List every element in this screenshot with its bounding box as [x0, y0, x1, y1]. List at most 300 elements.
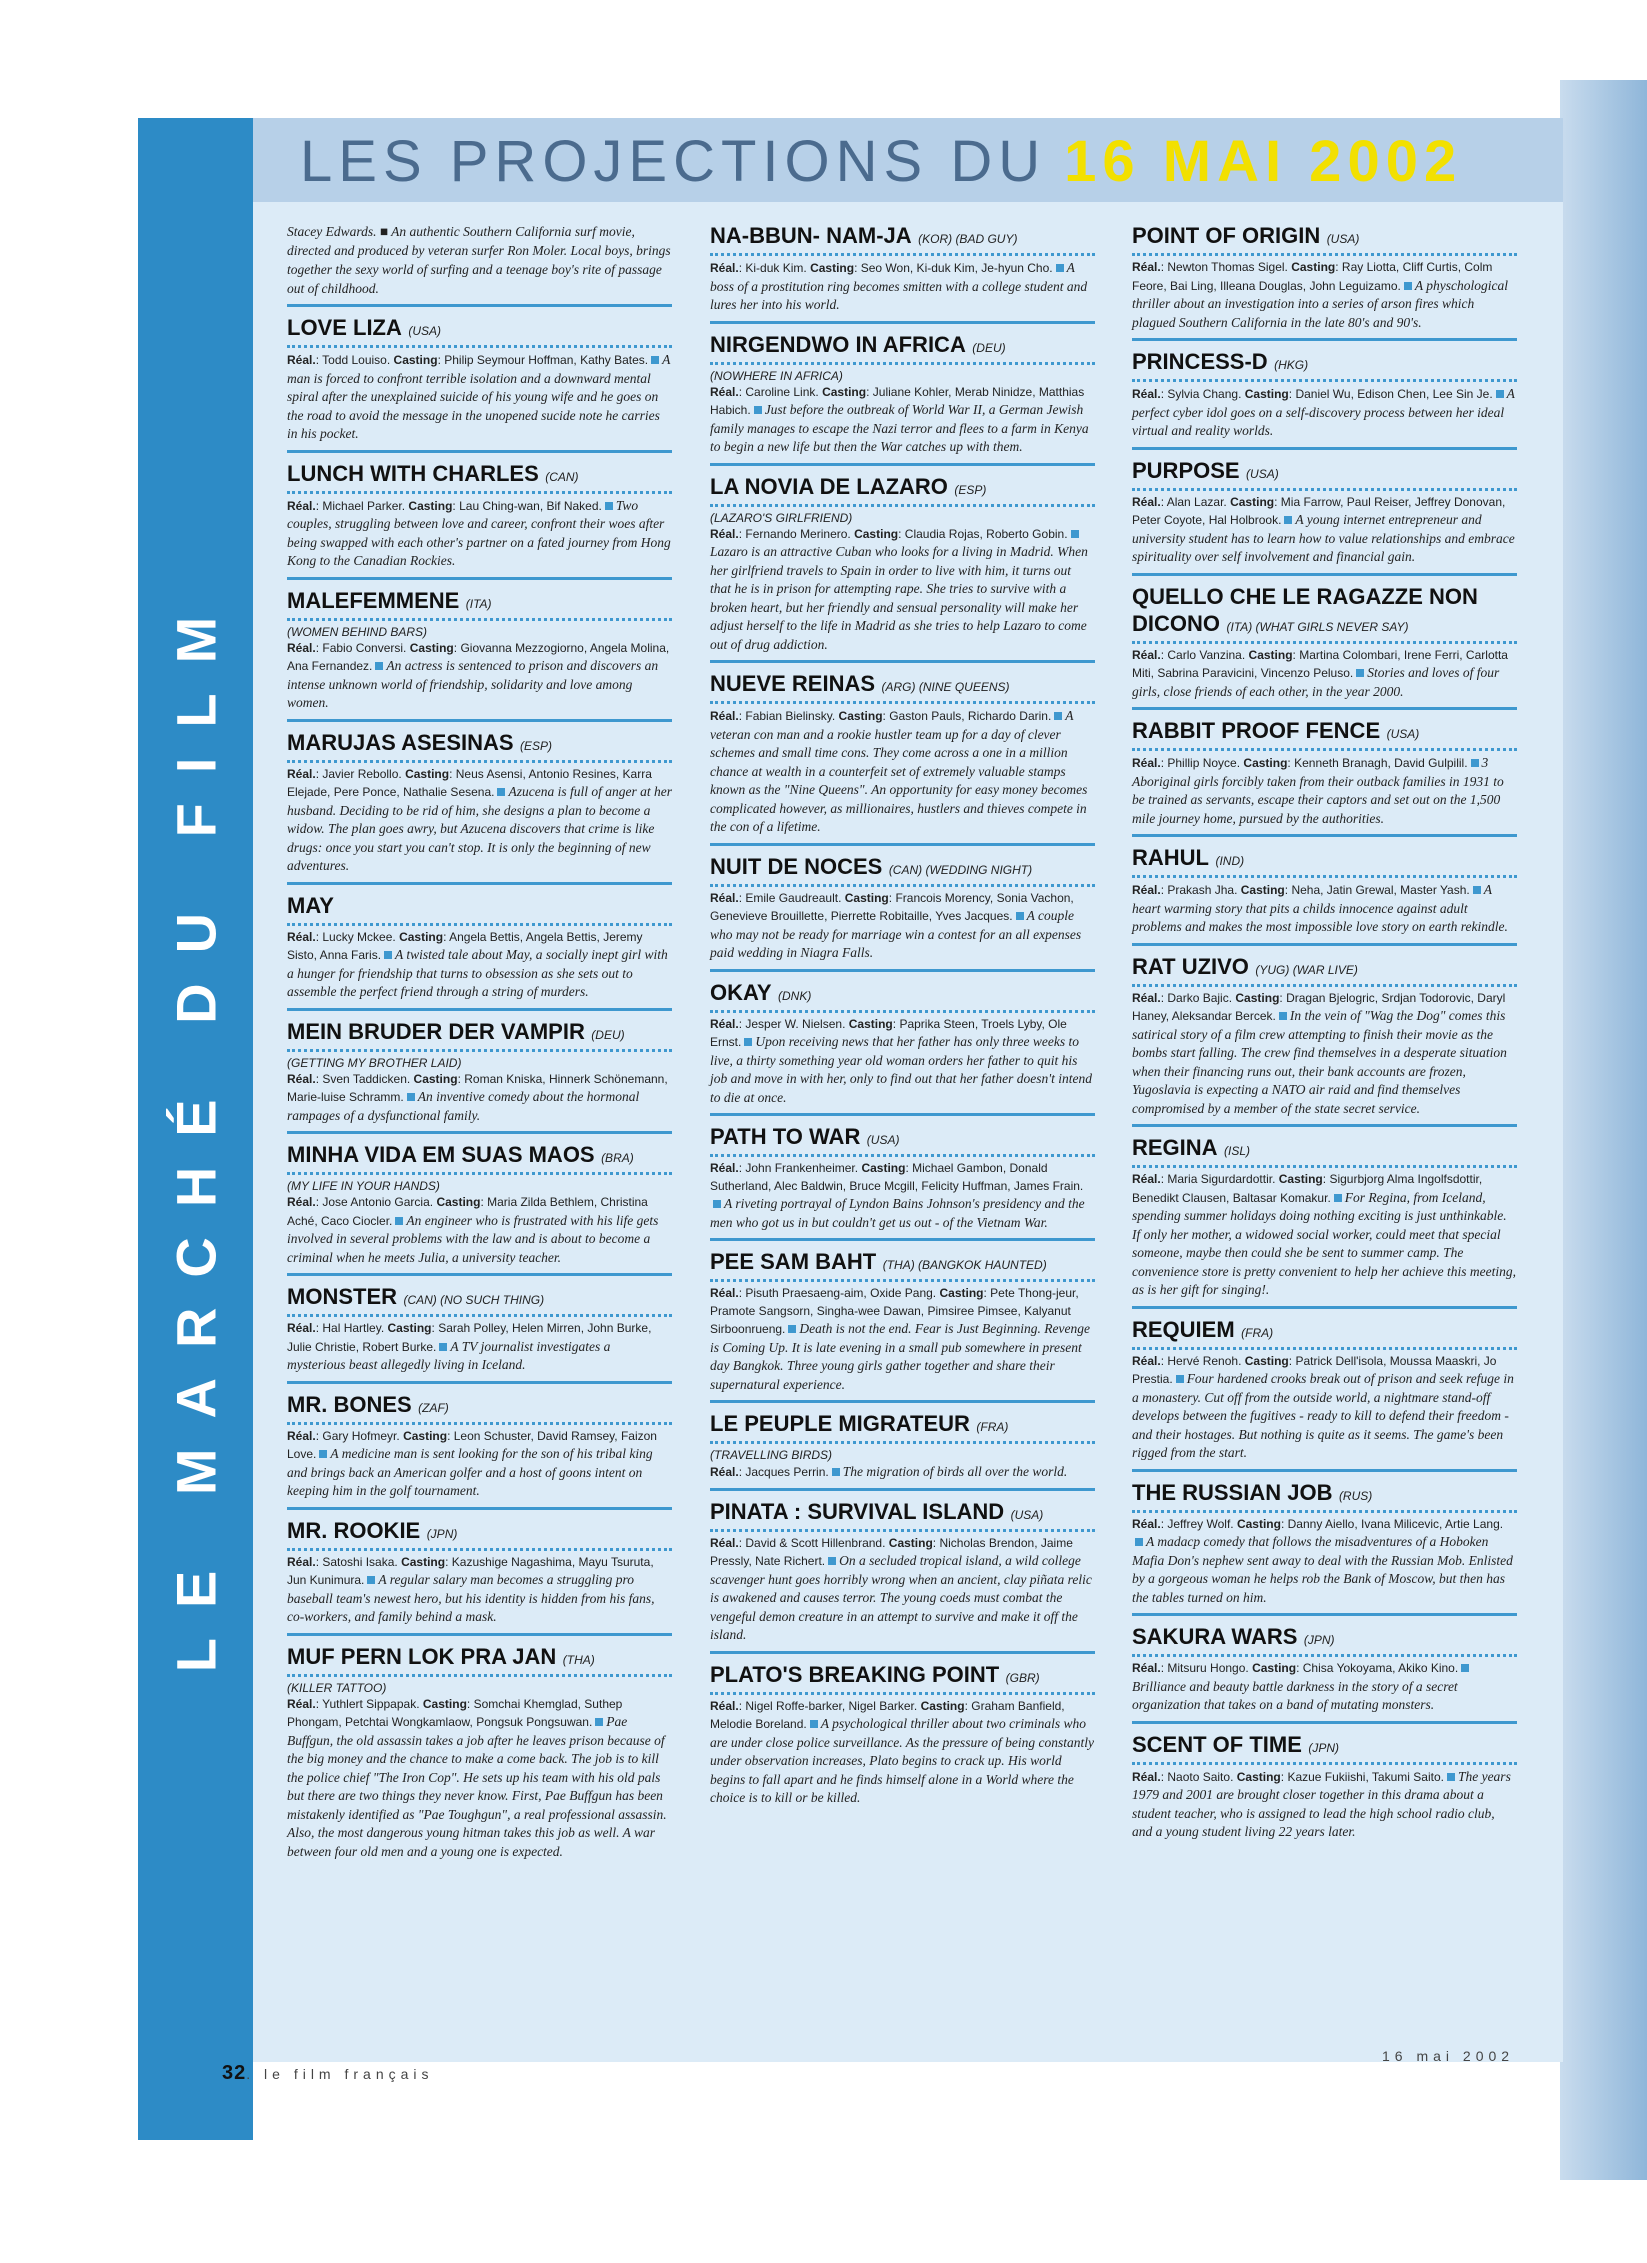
film-title: MINHA VIDA EM SUAS MAOS	[287, 1142, 595, 1167]
film-cast: Chisa Yokoyama, Akiko Kino.	[1302, 1661, 1459, 1675]
dotted-divider	[1132, 1510, 1517, 1513]
film-synopsis: A veteran con man and a rookie hustler team up for a day of clever schemes and small time cons. They come across a one in a million chance at wealth in a counterfeit set of extremely valuable stamps known as the "Nine Queens". An opportunity for easy money becomes complicated however, as millionaires, hustlers and thieves compete in the con of a lifetime.	[710, 708, 1088, 834]
film-cast: Danny Aiello, Ivana Milicevic, Artie Lang.	[1287, 1516, 1504, 1531]
film-title-row	[710, 224, 1095, 251]
casting-label: Casting	[436, 1195, 481, 1209]
film-credits: Réal.: Emile Gaudreault. Casting: Francois Morency, Sonia Vachon, Genevieve Brouillette, Pierrette Robitaille, Yves Jacques. A couple who may not be ready for marriage win a contest for an all expenses paid wedding in Niagra Falls.	[710, 890, 1082, 960]
dotted-divider	[1132, 488, 1517, 491]
film-cast: Kenneth Branagh, David Gulpilil.	[1294, 756, 1468, 770]
film-synopsis: A medicine man is sent looking for the son of his tribal king and brings back an American golfer and a host of goons intent on keeping him in the golf tournament.	[287, 1446, 653, 1498]
film-title: MONSTER	[287, 1284, 397, 1309]
film-cast: Graham Banfield, Melodie Boreland.	[710, 1698, 1065, 1731]
film-credits: Réal.: Naoto Saito. Casting: Kazue Fukiishi, Takumi Saito. The years 1979 and 2001 are brought closer together in this drama about a student teacher, who is assigned to lead the high school radio club, and a young student living 22 years later.	[1132, 1768, 1511, 1839]
film-title-row	[287, 1519, 672, 1546]
casting-label: Casting	[939, 1286, 984, 1300]
bullet-square-icon	[1496, 390, 1504, 398]
film-cast: Maria Zilda Bethlem, Christina Aché, Caco Ciocler.	[287, 1195, 648, 1228]
casting-label: Casting	[822, 384, 867, 399]
film-country: (ARG) (NINE QUEENS)	[881, 680, 1010, 694]
film-title: PLATO'S BREAKING POINT	[710, 1661, 1000, 1687]
bullet-square-icon	[407, 1093, 415, 1101]
casting-label: Casting	[1252, 1661, 1297, 1675]
film-cast: Claudia Rojas, Roberto Gobin.	[904, 526, 1068, 541]
film-title: THE RUSSIAN JOB	[1132, 1479, 1333, 1505]
bullet-square-icon	[1447, 1773, 1455, 1781]
dotted-divider	[1132, 984, 1517, 987]
page-title-text: LES PROJECTIONS DU	[300, 129, 1047, 194]
dotted-divider	[710, 1154, 1095, 1157]
film-director: Sven Taddicken.	[322, 1071, 411, 1086]
film-title: RABBIT PROOF FENCE	[1132, 718, 1381, 743]
film-title: PINATA : SURVIVAL ISLAND	[710, 1498, 1005, 1524]
bullet-square-icon	[1471, 759, 1479, 767]
film-credits: Réal.: Phillip Noyce. Casting: Kenneth Branagh, David Gulpilil. 3 Aboriginal girls forcibly taken from their outback families in 1931 to be trained as servants, escape their captors and set out on the 1,500 mile journey home, pursued by the authorities.	[1132, 755, 1504, 826]
dotted-divider	[710, 362, 1095, 365]
film-cast: Neus Asensi, Antonio Resines, Karra Elejade, Pere Ponce, Nathalie Sesena.	[287, 766, 652, 799]
film-director: Darko Bajic.	[1167, 990, 1233, 1005]
film-credits: Réal.: Carlo Vanzina. Casting: Martina Colombari, Irene Ferri, Carlotta Miti, Sabrina Paravicini, Vincenzo Peluso. Stories and loves of four girls, close friends of each other, in the year 2000.	[1132, 647, 1508, 699]
film-synopsis: Lazaro is an attractive Cuban who looks for a living in Madrid. When her girlfriend travels to Spain in order to live with him, it turns out that he is in prison for attempting rape. She tries to survive with a broken heart, but her friendly and sensual personality will make her adjust herself to the life in Madrid as she tries to help Lazaro to come out of drug addiction.	[710, 544, 1088, 652]
film-director: Hal Hartley.	[322, 1321, 385, 1335]
casting-label: Casting	[1236, 1516, 1281, 1531]
director-label: Réal.	[710, 526, 739, 541]
film-synopsis: Four hardened crooks break out of prison and seek refuge in a monastery. Cut off from the outside world, a nightmare stand-off develops between the fugitives - ready to kill to defend their freedom - and their hostages. But nothing is quite as it seems. The game's been rigged from the start.	[1132, 1371, 1514, 1460]
director-label: Réal.	[287, 1554, 316, 1569]
film-director: Jeffrey Wolf.	[1167, 1516, 1234, 1531]
film-title-row	[1132, 585, 1517, 639]
bullet-square-icon	[384, 951, 392, 959]
film-cast: Paprika Steen, Troels Lyby, Ole Ernst.	[710, 1016, 1067, 1049]
film-title: MARUJAS ASESINAS	[287, 729, 514, 755]
director-label: Réal.	[710, 1016, 739, 1031]
dotted-divider	[710, 1529, 1095, 1532]
film-director: Jesper W. Nielsen.	[745, 1016, 846, 1031]
bullet-square-icon	[810, 1720, 818, 1728]
film-cast: Seo Won, Ki-duk Kim, Je-hyun Cho.	[860, 261, 1053, 275]
bullet-square-icon	[1279, 1012, 1287, 1020]
film-english-title: (WOMEN BEHIND BARS)	[287, 624, 428, 639]
film-entry	[1132, 955, 1517, 1128]
film-country: (ESP)	[954, 482, 987, 497]
film-country: (FRA)	[1241, 1325, 1274, 1340]
dotted-divider	[1132, 748, 1517, 751]
film-title-row	[287, 316, 672, 343]
director-label: Réal.	[710, 1465, 739, 1479]
film-entry	[1132, 585, 1517, 711]
director-label: Réal.	[287, 1428, 316, 1443]
film-credits: Réal.: Satoshi Isaka. Casting: Kazushige Nagashima, Mayu Tsuruta, Jun Kunimura. A regular salary man becomes a struggling pro baseball team's newest hero, but his identity is hidden from his fans, co-workers, and family behind a mask.	[287, 1554, 655, 1624]
film-synopsis: The years 1979 and 2001 are brought closer together in this drama about a student teacher, who is assigned to lead the high school radio club, and a young student living 22 years later.	[1132, 1768, 1511, 1839]
film-entry	[1132, 1318, 1517, 1472]
film-synopsis: Stories and loves of four girls, close friends of each other, in the year 2000.	[1132, 665, 1500, 699]
film-country: (DNK)	[778, 988, 812, 1003]
film-cast: Mia Farrow, Paul Reiser, Jeffrey Donovan, Peter Coyote, Hal Holbrook.	[1132, 494, 1506, 527]
film-synopsis: A riveting portrayal of Lyndon Bains Johnson's presidency and the men who got us in but couldn't get us out - of the Vietnam War.	[710, 1196, 1085, 1230]
film-title: SAKURA WARS	[1132, 1624, 1298, 1649]
film-title: MR. ROOKIE	[287, 1517, 421, 1543]
film-credits: Réal.: Michael Parker. Casting: Lau Ching-wan, Bif Naked. Two couples, struggling between love and career, confront their woes after being swapped with each other's partner on a fated journey from Hong Kong to the Canadian Rockies.	[287, 497, 671, 568]
film-synopsis: A physchological thriller about an investigation into a series of arson fires which plagued Southern California in the late 80's and 90's.	[1132, 277, 1508, 330]
director-label: Réal.	[1132, 260, 1161, 274]
director-label: Réal.	[1132, 1769, 1161, 1784]
casting-label: Casting	[408, 498, 453, 513]
film-cast: Ray Liotta, Cliff Curtis, Colm Feore, Bai Ling, Illeana Douglas, John Leguizamo.	[1132, 260, 1493, 293]
film-credits: Réal.: Mitsuru Hongo. Casting: Chisa Yokoyama, Akiko Kino.Brilliance and beauty battle darkness in the story of a secret organization that takes on a band of mutating monsters.	[1132, 1660, 1517, 1715]
film-cast: Gaston Pauls, Richardo Darin.	[889, 709, 1052, 723]
casting-label: Casting	[810, 261, 855, 275]
bullet-square-icon	[713, 1200, 721, 1208]
director-label: Réal.	[287, 1195, 316, 1209]
film-english-title: (NOWHERE IN AFRICA)	[710, 368, 843, 383]
bullet-square-icon	[828, 1557, 836, 1565]
film-title-row	[710, 1663, 1095, 1690]
film-title-row	[287, 894, 672, 921]
film-credits: Réal.: Pisuth Praesaeng-aim, Oxide Pang. Casting: Pete Thong-jeur, Pramote Sangsorn, Singha-wee Dawan, Pimsiree Pimsee, Kalyanut Sirboonrueng. Death is not the end. Fear is Just Beginning. Revenge is Coming Up. It is late evening in a small pub somewhere in present day Bangkok. Three young girls gather together and share their supernatural experience.	[710, 1286, 1090, 1392]
film-director: Jose Antonio Garcia.	[322, 1195, 434, 1209]
film-credits: Réal.: Javier Rebollo. Casting: Neus Asensi, Antonio Resines, Karra Elejade, Pere Ponce, Nathalie Sesena. Azucena is full of anger at her husband. Deciding to be rid of him, she designs a plan to become a widow. The plan goes awry, but Azucena discovers that crime is like drugs: once you start you can't stop. It is only the beginning of new adventures.	[287, 766, 672, 873]
film-country: (IND)	[1215, 854, 1245, 868]
film-entry	[287, 731, 672, 885]
column-2	[710, 222, 1095, 1823]
director-label: Réal.	[1132, 990, 1161, 1005]
film-country: (THA)	[562, 1652, 595, 1667]
film-entry	[1132, 1136, 1517, 1309]
film-title: MEIN BRUDER DER VAMPIR	[287, 1018, 585, 1044]
film-entry	[710, 224, 1095, 324]
film-country: (USA)	[866, 1133, 900, 1147]
film-entry	[1132, 846, 1517, 946]
film-entry	[710, 1250, 1095, 1403]
film-title-row	[287, 1020, 672, 1047]
film-title-row	[710, 855, 1095, 882]
film-country: (USA)	[1386, 727, 1420, 741]
film-synopsis: A regular salary man becomes a struggling pro baseball team's newest hero, but his identity is hidden from his fans, co-workers, and family behind a mask.	[287, 1572, 655, 1624]
intro-text: Stacey Edwards. ■ An authentic Southern California surf movie, directed and produced by veteran surfer Ron Moler. Local boys, brings together the sexy world of surfing and a teenage boy's rite of passage out of childhood.	[287, 224, 671, 296]
film-entry	[710, 855, 1095, 972]
film-director: Gary Hofmeyr.	[322, 1428, 400, 1443]
film-synopsis: Two couples, struggling between love and career, confront their woes after being swapped with each other's partner on a fated journey from Hong Kong to the Canadian Rockies.	[287, 497, 671, 568]
bullet-square-icon	[319, 1450, 327, 1458]
director-label: Réal.	[287, 353, 316, 367]
bullet-square-icon	[1284, 516, 1292, 524]
film-title: LA NOVIA DE LAZARO	[710, 473, 948, 499]
film-cast: Martina Colombari, Irene Ferri, Carlotta Miti, Sabrina Paravicini, Vincenzo Peluso.	[1132, 647, 1508, 680]
director-label: Réal.	[1132, 756, 1161, 770]
sidebar-title: LE MARCHÉ DU FILM	[164, 586, 228, 1672]
film-cast: Angela Bettis, Angela Bettis, Jeremy Sisto, Anna Faris.	[287, 929, 643, 962]
film-cast: Dragan Bjelogric, Srdjan Todorovic, Daryl Haney, Aleksandar Bercek.	[1132, 990, 1506, 1023]
film-credits: Réal.: Sven Taddicken. Casting: Roman Kniska, Hinnerk Schönemann, Marie-luise Schramm. An inventive comedy about the hormonal rampages of a dysfunctional family.	[287, 1071, 668, 1123]
casting-label: Casting	[1248, 647, 1293, 662]
casting-label: Casting	[399, 929, 444, 944]
film-entry	[287, 316, 672, 453]
dotted-divider	[287, 618, 672, 621]
film-title: PEE SAM BAHT	[710, 1249, 877, 1274]
director-label: Réal.	[710, 1535, 739, 1550]
bullet-square-icon	[395, 1217, 403, 1225]
film-credits: Réal.: Lucky Mckee. Casting: Angela Bettis, Angela Bettis, Jeremy Sisto, Anna Faris. A twisted tale about May, a socially inept girl with a hunger for friendship that turns to obsession as she sets out to assemble the perfect friend through a string of murders.	[287, 929, 668, 999]
bullet-square-icon	[1404, 282, 1412, 290]
bullet-square-icon	[595, 1718, 603, 1726]
director-label: Réal.	[287, 766, 316, 781]
publication-name: . le film français	[246, 2066, 434, 2082]
film-title-row	[710, 981, 1095, 1008]
casting-label: Casting	[1244, 1353, 1289, 1368]
film-synopsis: Upon receiving news that her father has only three weeks to live, a thirty something year old woman orders her father to quit his job and move in with her, only to find out that her father doesn't intend to die at once.	[710, 1034, 1092, 1105]
film-director: Fabio Conversi.	[322, 640, 407, 655]
film-director: Newton Thomas Sigel.	[1167, 260, 1288, 274]
film-credits: Réal.: Jacques Perrin. The migration of birds all over the world.	[710, 1464, 1068, 1479]
dotted-divider	[1132, 641, 1517, 644]
film-entry	[1132, 224, 1517, 341]
director-label: Réal.	[710, 384, 739, 399]
film-director: Fernando Merinero.	[745, 526, 851, 541]
bullet-square-icon	[754, 406, 762, 414]
dotted-divider	[287, 345, 672, 348]
film-cast: Lau Ching-wan, Bif Naked.	[459, 498, 602, 513]
bullet-square-icon	[1016, 912, 1024, 920]
film-director: Fabian Bielinsky.	[745, 709, 836, 723]
director-label: Réal.	[1132, 1172, 1161, 1186]
film-title: NA-BBUN- NAM-JA	[710, 223, 912, 248]
film-director: Maria Sigurdardottir.	[1167, 1172, 1276, 1186]
film-synopsis: A psychological thriller about two criminals who are under close police surveillance. As the pressure of being constantly under observation increases, Plato begins to crack up. His world begins to fall apart and he finds himself alone in a World where the choice is to kill or be killed.	[710, 1716, 1095, 1805]
film-country: (USA)	[1010, 1507, 1044, 1522]
dotted-divider	[1132, 1654, 1517, 1657]
film-country: (GBR)	[1005, 1670, 1040, 1685]
film-cast: Kazue Fukiishi, Takumi Saito.	[1287, 1769, 1444, 1784]
film-synopsis: A TV journalist investigates a mysterious beast allegedly living in Iceland.	[287, 1338, 611, 1372]
casting-label: Casting	[1230, 494, 1275, 509]
film-director: Emile Gaudreault.	[745, 890, 842, 905]
film-cast: Sarah Polley, Helen Mirren, John Burke, Julie Christie, Robert Burke.	[287, 1321, 652, 1354]
director-label: Réal.	[1132, 494, 1161, 509]
director-label: Réal.	[1132, 1516, 1161, 1531]
film-title-row	[1132, 719, 1517, 746]
casting-label: Casting	[1236, 1769, 1281, 1784]
casting-label: Casting	[888, 1535, 933, 1550]
casting-label: Casting	[401, 1554, 446, 1569]
film-entry	[287, 894, 672, 1011]
dotted-divider	[287, 1172, 672, 1175]
film-credits: Réal.: Prakash Jha. Casting: Neha, Jatin Grewal, Master Yash. A heart warming story that pits a childs innocence against adult problems and makes the most impossible love story on earth rekindle.	[1132, 882, 1508, 934]
film-credits: Réal.: Fernando Merinero. Casting: Claudia Rojas, Roberto Gobin.Lazaro is an attractive Cuban who looks for a living in Madrid. When her girlfriend travels to Spain in order to live with him, it turns out that he is in prison for attempting rape. She tries to survive with a broken heart, but her friendly and sensual personality will make her adjust herself to the life in Madrid as she tries to help Lazaro to come out of drug addiction.	[710, 526, 1088, 652]
director-label: Réal.	[287, 498, 316, 513]
film-entry	[287, 1645, 672, 1868]
film-director: Todd Louiso.	[322, 353, 391, 367]
film-english-title: (GETTING MY BROTHER LAID)	[287, 1055, 462, 1070]
casting-label: Casting	[403, 1428, 448, 1443]
film-synopsis: The migration of birds all over the world.	[842, 1464, 1068, 1479]
dotted-divider	[287, 1049, 672, 1052]
film-entry	[710, 1500, 1095, 1654]
footer-date: 16 mai 2002	[1382, 2048, 1515, 2064]
film-cast: Roman Kniska, Hinnerk Schönemann, Marie-luise Schramm.	[287, 1071, 668, 1104]
film-country: (HKG)	[1274, 358, 1309, 372]
film-entry	[287, 1393, 672, 1510]
film-credits: Réal.: Jeffrey Wolf. Casting: Danny Aiello, Ivana Milicevic, Artie Lang.A madacp comedy that follows the misadventures of a Hoboken Mafia Don's nephew sent away to deal with the Russian Mob. Enlisted by a gorgeous woman he helps rob the Bank of Moscow, but then has the tables turned on him.	[1132, 1516, 1513, 1605]
bullet-square-icon	[1334, 1194, 1342, 1202]
film-title-row	[1132, 224, 1517, 251]
film-title: SCENT OF TIME	[1132, 1731, 1302, 1757]
film-title: PRINCESS-D	[1132, 349, 1268, 374]
film-synopsis: A man is forced to confront terrible isolation and a downward mental spiral after the unexplained suicide of his young wife and he goes on the road to avoid the message in the unopened sucide note he carries in his pocket.	[287, 352, 671, 441]
casting-label: Casting	[1244, 387, 1289, 401]
casting-label: Casting	[1278, 1172, 1323, 1186]
film-credits: Réal.: David & Scott Hillenbrand. Casting: Nicholas Brendon, Jaime Pressly, Nate Richert. On a secluded tropical island, a wild college scavenger hunt goes horribly wrong when an ancient, clay piñata relic is awakened and causes terror. The young coeds must combat the vengeful demon creature in an attempt to survive and make it off the island.	[710, 1535, 1092, 1642]
film-english-title: (LAZARO'S GIRLFRIEND)	[710, 510, 853, 525]
film-cast: Daniel Wu, Edison Chen, Lee Sin Je.	[1295, 387, 1493, 401]
director-label: Réal.	[1132, 647, 1161, 662]
film-title-row	[710, 672, 1095, 699]
film-title: POINT OF ORIGIN	[1132, 223, 1321, 248]
bullet-square-icon	[651, 356, 659, 364]
film-credits: Réal.: Hal Hartley. Casting: Sarah Polley, Helen Mirren, John Burke, Julie Christie, Robert Burke. A TV journalist investigates a mysterious beast allegedly living in Iceland.	[287, 1321, 652, 1372]
director-label: Réal.	[287, 640, 316, 655]
dotted-divider	[287, 491, 672, 494]
film-entry	[1132, 1481, 1517, 1617]
casting-label: Casting	[844, 890, 889, 905]
film-cast: Michael Gambon, Donald Sutherland, Alec Baldwin, Bruce Mcgill, Felicity Huffman, James Frain.	[710, 1161, 1084, 1193]
bullet-square-icon	[1461, 1664, 1469, 1672]
film-synopsis: Azucena is full of anger at her husband. Deciding to be rid of him, she designs a plan to become a widow. The plan goes awry, but Azucena discovers that crime is like drugs: once you start you can't stop. It is only the beginning of new adventures.	[287, 784, 672, 873]
casting-label: Casting	[387, 1321, 432, 1335]
dotted-divider	[287, 1674, 672, 1677]
casting-label: Casting	[422, 1696, 467, 1711]
film-synopsis: A madacp comedy that follows the misadventures of a Hoboken Mafia Don's nephew sent away to deal with the Russian Mob. Enlisted by a gorgeous woman he helps rob the Bank of Moscow, but then has the tables turned on him.	[1132, 1534, 1513, 1605]
director-label: Réal.	[710, 890, 739, 905]
film-title-row	[287, 462, 672, 489]
film-cast: Pete Thong-jeur, Pramote Sangsorn, Singha-wee Dawan, Pimsiree Pimsee, Kalyanut Sirboonrueng.	[710, 1286, 1079, 1336]
dotted-divider	[710, 1441, 1095, 1444]
film-director: Sylvia Chang.	[1167, 387, 1242, 401]
film-synopsis: Just before the outbreak of World War II, a German Jewish family manages to escape the Nazi terror and flees to a farm in Kenya to begin a new life but then the War catches up with them.	[710, 402, 1089, 454]
film-title: OKAY	[710, 979, 772, 1005]
film-country: (DEU)	[591, 1027, 625, 1042]
film-director: Lucky Mckee.	[322, 929, 396, 944]
dotted-divider	[1132, 1347, 1517, 1350]
director-label: Réal.	[1132, 883, 1161, 897]
film-synopsis: A boss of a prostitution ring becomes smitten with a college student and lures her into his world.	[710, 260, 1088, 312]
film-entry	[287, 1519, 672, 1636]
film-title-row	[287, 1393, 672, 1420]
film-entry	[287, 1143, 672, 1276]
casting-label: Casting	[848, 1016, 893, 1031]
film-title: MAY	[287, 892, 334, 918]
film-director: Mitsuru Hongo.	[1167, 1661, 1249, 1675]
film-cast: Patrick Dell'isola, Moussa Maaskri, Jo Prestia.	[1132, 1353, 1497, 1386]
film-title: MALEFEMMENE	[287, 587, 460, 613]
film-director: Jacques Perrin.	[745, 1465, 829, 1479]
film-title: LOVE LIZA	[287, 315, 402, 340]
casting-label: Casting	[413, 1071, 458, 1086]
bullet-square-icon	[1056, 264, 1064, 272]
film-credits: Réal.: Fabian Bielinsky. Casting: Gaston Pauls, Richardo Darin. A veteran con man and a rookie hustler team up for a day of clever schemes and small time cons. They come across a one in a million chance at wealth in a counterfeit set of extremely valuable stamps known as the "Nine Queens". An opportunity for easy money becomes complicated however, as millionaires, hustlers and thieves compete in the con of a lifetime.	[710, 708, 1088, 834]
film-director: Yuthlert Sippapak.	[322, 1696, 420, 1711]
film-credits: Réal.: Darko Bajic. Casting: Dragan Bjelogric, Srdjan Todorovic, Daryl Haney, Aleksandar Bercek. In the vein of "Wag the Dog" comes this satirical story of a film crew attempting to finish their movie as the bombs start falling. The crew find themselves in a desperate situation when their financing runs out, their bank accounts are frozen, Yugoslavia is expecting a NATO air raid and find themselves compromised by a member of the state secret service.	[1132, 990, 1507, 1116]
film-title: NIRGENDWO IN AFRICA	[710, 331, 966, 357]
film-credits: Réal.: Jesper W. Nielsen. Casting: Paprika Steen, Troels Lyby, Ole Ernst. Upon receiving news that her father has only three weeks to live, a thirty something year old woman orders her father to quit his job and move in with her, only to find out that her father doesn't intend to die at once.	[710, 1016, 1092, 1105]
film-title-row	[1132, 1136, 1517, 1163]
film-country: (JPN)	[426, 1526, 458, 1541]
film-entry	[1132, 1733, 1517, 1848]
film-cast: Philip Seymour Hoffman, Kathy Bates.	[444, 353, 649, 367]
bullet-square-icon	[832, 1468, 840, 1476]
film-country: (FRA)	[976, 1420, 1009, 1434]
bullet-square-icon	[1176, 1375, 1184, 1383]
film-country: (USA)	[408, 324, 442, 338]
dotted-divider	[710, 253, 1095, 256]
column-3	[1132, 222, 1517, 1857]
casting-label: Casting	[405, 766, 450, 781]
director-label: Réal.	[287, 1321, 316, 1335]
film-synopsis: Pae Buffgun, the old assassin takes a job after he leaves prison because of the big money and the chance to make a come back. The job is to kill the police chief "The Iron Cop". He sets up his team with his old pals but there are two things they never know. First, Pae Buffgun has been mistakenly identified as "Pae Toughgun", a real professional assassin. Also, the most dangerous young hitman takes this job as well. A war between four old men and a young one is expected.	[287, 1714, 667, 1859]
casting-label: Casting	[1235, 990, 1280, 1005]
film-entry	[287, 1020, 672, 1135]
film-country: (DEU)	[972, 340, 1006, 355]
film-credits: Réal.: Caroline Link. Casting: Juliane Kohler, Merab Ninidze, Matthias Habich. Just before the outbreak of World War II, a German Jewish family manages to escape the Nazi terror and flees to a farm in Kenya to begin a new life but then the War catches up with them.	[710, 384, 1089, 454]
sidebar-band	[138, 118, 253, 2140]
film-country: (JPN)	[1308, 1740, 1340, 1755]
film-credits: Réal.: Gary Hofmeyr. Casting: Leon Schuster, David Ramsey, Faizon Love. A medicine man is sent looking for the son of his tribal king and brings back an American golfer and a host of goons intent on keeping him in the golf tournament.	[287, 1428, 657, 1498]
film-director: Naoto Saito.	[1167, 1769, 1234, 1784]
film-title: REQUIEM	[1132, 1316, 1235, 1342]
bullet-square-icon	[744, 1038, 752, 1046]
film-title: RAHUL	[1132, 845, 1209, 870]
film-title-row	[710, 333, 1095, 360]
director-label: Réal.	[1132, 1661, 1161, 1675]
film-synopsis: A heart warming story that pits a childs innocence against adult problems and makes the most impossible love story on earth rekindle.	[1132, 882, 1508, 934]
film-country: (RUS)	[1338, 1488, 1373, 1503]
film-title-row	[710, 1500, 1095, 1527]
dotted-divider	[710, 884, 1095, 887]
dotted-divider	[287, 1548, 672, 1551]
film-country: (CAN) (WEDDING NIGHT)	[888, 862, 1033, 877]
bullet-square-icon	[605, 502, 613, 510]
film-credits: Réal.: Alan Lazar. Casting: Mia Farrow, Paul Reiser, Jeffrey Donovan, Peter Coyote, Hal Holbrook. A young internet entrepreneur and university student has to learn how to value relationships and embrace spirituality over self involvement and financial gain.	[1132, 494, 1515, 564]
film-title: PURPOSE	[1132, 457, 1240, 483]
film-entry	[710, 981, 1095, 1117]
film-entry	[710, 1412, 1095, 1491]
film-country: (ITA)	[465, 596, 492, 611]
film-title-row	[1132, 1481, 1517, 1508]
film-entry	[287, 462, 672, 580]
film-title-row	[1132, 1318, 1517, 1345]
film-title: REGINA	[1132, 1135, 1218, 1160]
film-credits: Réal.: Todd Louiso. Casting: Philip Seymour Hoffman, Kathy Bates. A man is forced to confront terrible isolation and a downward mental spiral after the unexplained suicide of his young wife and he goes on the road to avoid the message in the unopened sucide note he carries in his pocket.	[287, 352, 671, 441]
film-title: PATH TO WAR	[710, 1124, 861, 1149]
dotted-divider	[1132, 1762, 1517, 1765]
casting-label: Casting	[1291, 260, 1336, 274]
director-label: Réal.	[710, 1698, 739, 1713]
film-cast: Francois Morency, Sonia Vachon, Genevieve Brouillette, Pierrette Robitaille, Yves Jacques.	[710, 890, 1074, 923]
film-entry	[710, 475, 1095, 664]
film-entry	[1132, 1625, 1517, 1724]
film-country: (YUG) (WAR LIVE)	[1255, 962, 1358, 977]
page-title-date: 16 MAI 2002	[1064, 129, 1463, 194]
page-number: 32	[222, 2062, 247, 2084]
film-title-row	[287, 731, 672, 758]
film-synopsis: On a secluded tropical island, a wild college scavenger hunt goes horribly wrong when an ancient, clay piñata relic is awakened and causes terror. The young coeds must combat the vengeful demon creature in an attempt to survive and make it off the island.	[710, 1553, 1092, 1642]
film-director: Phillip Noyce.	[1167, 756, 1241, 770]
film-synopsis: An actress is sentenced to prison and discovers an intense unknown world of friendship, solidarity and love among women.	[287, 658, 659, 710]
director-label: Réal.	[287, 1696, 316, 1711]
casting-label: Casting	[1240, 883, 1285, 897]
film-country: (USA)	[1246, 466, 1279, 481]
film-director: Javier Rebollo.	[322, 766, 402, 781]
column-1	[287, 222, 672, 1876]
film-credits: Réal.: Jose Antonio Garcia. Casting: Maria Zilda Bethlem, Christina Aché, Caco Ciocler. An engineer who is frustrated with his life gets involved in several problems with the law and is about to become a criminal when he meets Julia, a university teacher.	[287, 1195, 659, 1265]
